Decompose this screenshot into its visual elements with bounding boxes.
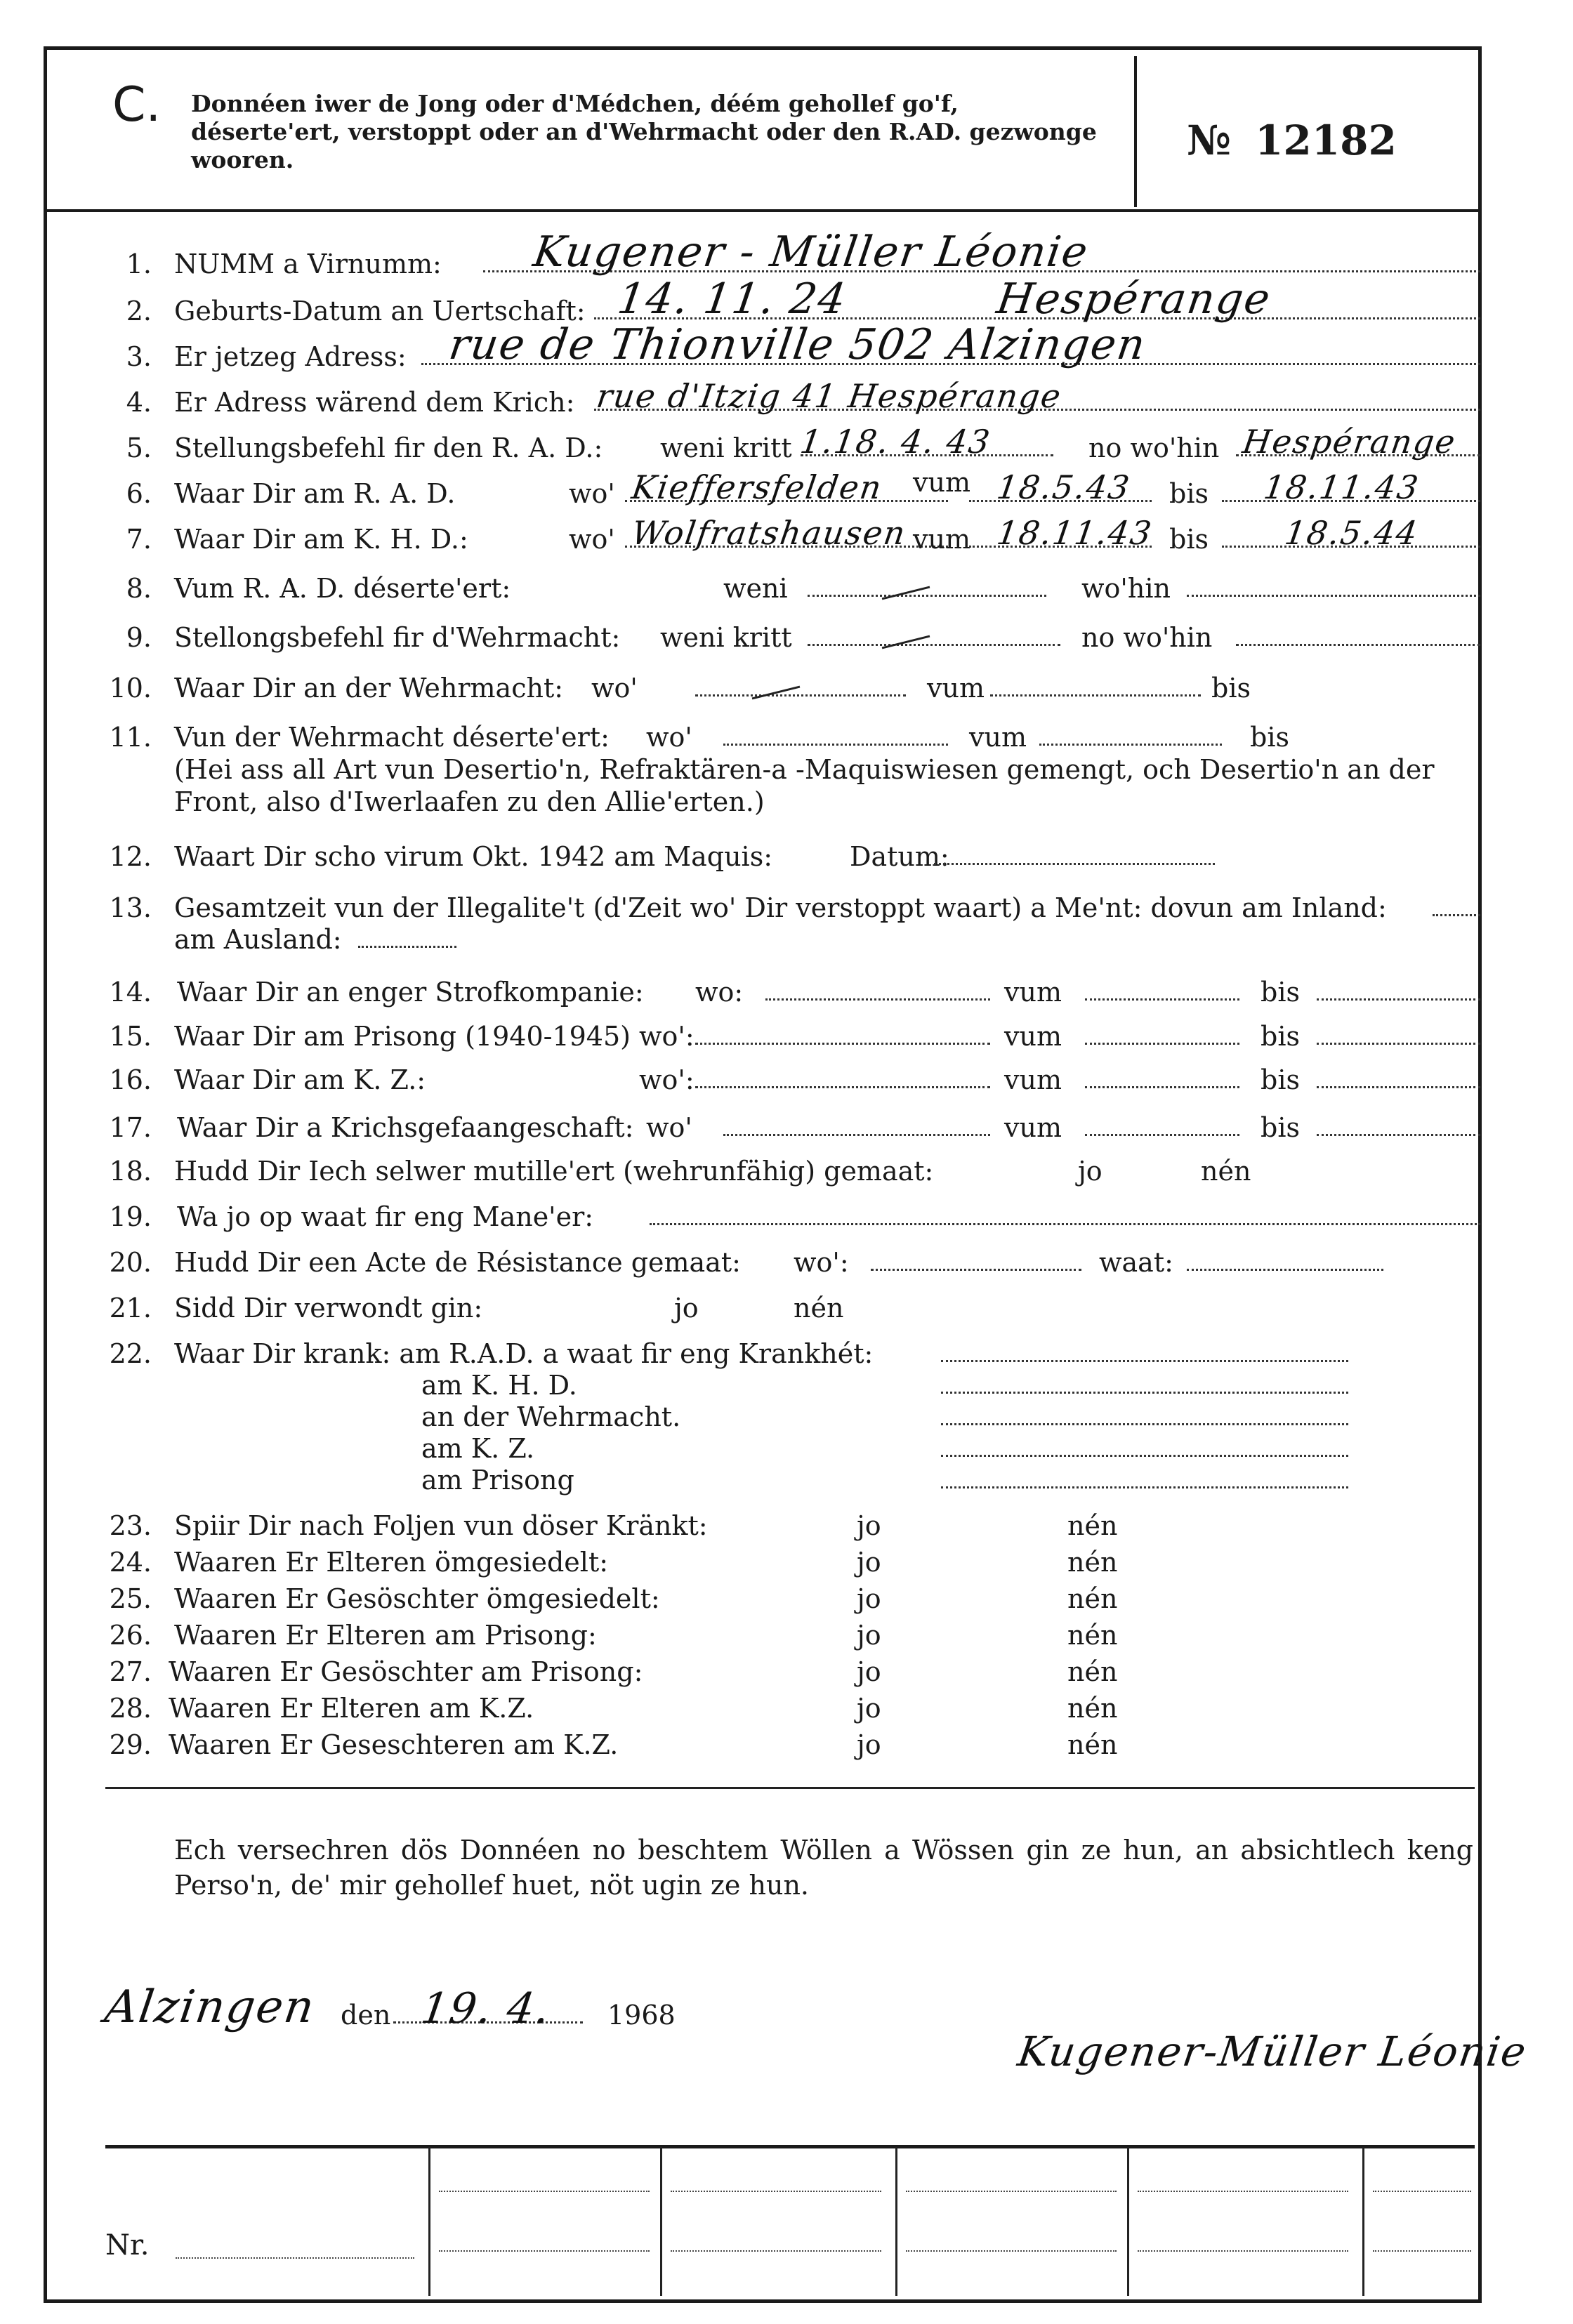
row-18 [0,1144,1573,1187]
bis-line [1317,1086,1480,1088]
row-24 [0,1536,1573,1578]
row-number: 12. [109,841,152,872]
footer-table [105,2145,1475,2299]
wo-label: wo' [646,722,692,753]
row-27 [0,1645,1573,1687]
yes-option[interactable]: jo [674,1293,699,1323]
blank-dash [752,686,801,700]
row-number: 21. [109,1293,152,1323]
footer-col [428,2147,430,2296]
wohin-label: wo'hin [1081,573,1171,604]
section-divider [105,1787,1475,1789]
no-option[interactable]: nén [794,1293,844,1323]
row-number: 18. [109,1156,152,1187]
penal-company-label: Waar Dir an enger Strofkompanie: [177,977,644,1008]
no-option[interactable]: nén [1067,1547,1118,1578]
rad-desertion-label: Vum R. A. D. déserte'ert: [174,573,511,604]
resistance-label: Hudd Dir een Acte de Résistance gemaat: [174,1247,741,1278]
wo-label: wo' [569,524,615,555]
number-label: № [1187,117,1232,164]
footer-line [1138,2250,1348,2252]
khd-label: Waar Dir am K. H. D.: [174,524,468,555]
row-29 [0,1718,1573,1760]
vum-line [1085,1043,1239,1045]
wo-label: wo: [695,977,744,1008]
war-address-label: Er Adress wärend dem Krich: [174,387,575,418]
weni-label: weni [723,573,788,604]
vum-label: vum [1004,1021,1062,1052]
siblings-kz-label: Waaren Er Geseschteren am K.Z. [169,1729,619,1760]
bis-label: bis [1169,478,1209,509]
self-mutilation-label: Hudd Dir Iech selwer mutille'ert (wehrunfähig) gemaat: [174,1156,934,1187]
sick-sub-label: am K. H. D. [421,1370,577,1401]
row-number: 17. [109,1112,152,1143]
row-number: 4. [126,387,152,418]
footer-line [906,2191,1117,2192]
no-option[interactable]: nén [1067,1729,1118,1760]
yes-option[interactable]: jo [857,1693,881,1724]
vum-label: vum [1004,977,1062,1008]
yes-option[interactable]: jo [857,1510,881,1541]
row-15 [0,1010,1573,1052]
wo-line [695,694,906,696]
footer-col [895,2147,897,2296]
footer-line [1373,2250,1471,2252]
footer-col [1127,2147,1129,2296]
maquis-label: Waart Dir scho virum Okt. 1942 am Maquis: [174,841,773,872]
rad-order-date-field[interactable]: 1.18. 4. 43 [798,423,994,461]
row-3 [0,320,1573,372]
vum-label: vum [969,722,1027,753]
sick-label: Waar Dir krank: am R.A.D. a waat fir eng Krankhét: [174,1338,874,1369]
wo-line [723,1134,990,1136]
yes-option[interactable]: jo [857,1729,881,1760]
nr-line [176,2257,414,2259]
row-number: 29. [109,1729,152,1760]
row-14 [0,965,1573,1008]
row-number: 13. [109,892,152,923]
footer-line [671,2250,881,2252]
row-22-prisong [0,1453,1573,1496]
row-number: 16. [109,1064,152,1095]
wehrmacht-label: Waar Dir an der Wehrmacht: [174,673,564,704]
footer-line [906,2250,1117,2252]
parents-kz-label: Waaren Er Elteren am K.Z. [169,1693,534,1724]
war-address-field[interactable]: rue d'Itzig 41 Hespérange [594,377,1065,415]
row-number: 3. [126,341,152,372]
sick-sub-label: am K. Z. [421,1433,535,1464]
desertion-note: (Hei ass all Art vun Desertio'n, Refraktären-a -Maquiswiesen gemengt, och Desertio'n an der [174,754,1435,785]
row-26 [0,1609,1573,1651]
row-number: 9. [126,622,152,653]
khd-to-field[interactable]: 18.5.44 [1282,514,1421,552]
row-21 [0,1281,1573,1323]
wo-line [871,1269,1081,1271]
row-number: 5. [126,433,152,463]
no-option[interactable]: nén [1067,1656,1118,1687]
row-number: 22. [109,1338,152,1369]
row-12 [0,830,1573,872]
bis-label: bis [1261,977,1300,1008]
birth-place-field[interactable]: Hespérange [994,275,1275,324]
row-25 [0,1572,1573,1614]
row-28 [0,1682,1573,1724]
birth-label: Geburts-Datum an Uertschaft: [174,296,586,326]
wo-label: wo': [794,1247,849,1278]
rad-to-field[interactable]: 18.11.43 [1261,468,1422,506]
form-number [1187,117,1397,164]
wohin-line [1187,595,1480,597]
yes-option[interactable]: jo [857,1620,881,1651]
yes-option[interactable]: jo [857,1583,881,1614]
sick-sub-label: an der Wehrmacht. [421,1401,681,1432]
row-4 [0,376,1573,418]
blank-dash [882,586,930,600]
row-16 [0,1053,1573,1095]
no-option[interactable]: nén [1201,1156,1251,1187]
signature-place[interactable]: Alzingen [101,1981,319,2033]
weni-label: weni kritt [660,622,792,653]
siblings-resettled-label: Waaren Er Gesöschter ömgesiedelt: [174,1583,660,1614]
vum-line [1085,1086,1239,1088]
row-number: 11. [109,722,152,753]
wo-line [695,1086,990,1088]
row-8 [0,562,1573,604]
desertion-note: Front, also d'Iwerlaafen zu den Allie'erten.) [174,786,765,817]
wo-label: wo' [569,478,615,509]
siblings-prison-label: Waaren Er Gesöschter am Prisong: [169,1656,643,1687]
wo-label: wo': [639,1021,695,1052]
parents-resettled-label: Waaren Er Elteren ömgesiedelt: [174,1547,609,1578]
wohin-label: no wo'hin [1081,622,1213,653]
wounded-label: Sidd Dir verwondt gin: [174,1293,483,1323]
bis-line [1317,1134,1480,1136]
current-address-label: Er jetzeg Adress: [174,341,407,372]
bis-label: bis [1250,722,1289,753]
row-5 [0,421,1573,463]
bis-line [1317,1043,1480,1045]
row-13-cont [0,913,1573,955]
sick-sub-label: am Prisong [421,1465,574,1496]
no-option[interactable]: nén [1067,1510,1118,1541]
row-number: 8. [126,573,152,604]
footer-col [660,2147,662,2296]
footer-line [671,2191,881,2192]
number-value: 12182 [1255,117,1397,164]
khd-from-field[interactable]: 18.11.43 [994,514,1155,552]
row-number: 14. [109,977,152,1008]
row-number: 1. [126,249,152,279]
row-number: 27. [109,1656,152,1687]
wo-label: wo' [646,1112,692,1143]
name-label: NUMM a Virnumm: [174,249,442,279]
bis-label: bis [1211,673,1251,704]
wohin-line [1236,644,1480,646]
row-number: 6. [126,478,152,509]
blank-dash [882,635,930,649]
row-number: 20. [109,1247,152,1278]
pow-label: Waar Dir a Krichsgefaangeschaft: [177,1112,634,1143]
nr-label: Nr. [105,2229,150,2262]
khd-place-field[interactable]: Wolfratshausen [629,514,909,552]
bis-label: bis [1261,1112,1300,1143]
signature-date[interactable]: 19. 4. [418,1984,554,2033]
row-number: 15. [109,1021,152,1052]
rad-place-field[interactable]: Kieffersfelden [629,468,886,506]
header-rule [44,209,1482,212]
row-23 [0,1499,1573,1541]
row-9 [0,611,1573,653]
where-label: no wo'hin [1088,433,1220,463]
row-number: 24. [109,1547,152,1578]
consequences-label: Spiir Dir nach Foljen vun döser Kränkt: [174,1510,708,1541]
no-option[interactable]: nén [1067,1693,1118,1724]
footer-line [439,2191,650,2192]
vum-line [1085,998,1239,1001]
wehrmacht-order-label: Stellongsbefehl fir d'Wehrmacht: [174,622,621,653]
manner-label: Wa jo op waat fir eng Mane'er: [177,1201,594,1232]
rad-from-field[interactable]: 18.5.43 [994,468,1133,506]
row-number: 28. [109,1693,152,1724]
bis-line [1317,998,1480,1001]
row-10 [0,661,1573,704]
rad-label: Waar Dir am R. A. D. [174,478,456,509]
row-number: 2. [126,296,152,326]
abroad-label: am Ausland: [174,924,342,955]
vum-label: vum [913,467,970,498]
header-divider [1134,56,1137,207]
yes-option[interactable]: jo [857,1547,881,1578]
rad-order-label: Stellungsbefehl fir den R. A. D.: [174,433,603,463]
name-field[interactable]: Kugener - Müller Léonie [530,227,1092,277]
vum-label: vum [913,524,970,555]
when-label: weni kritt [660,433,792,463]
row-number: 25. [109,1583,152,1614]
signature-name-row [0,2015,1573,2078]
prison-label: Waar Dir am Prisong (1940-1945) [174,1021,631,1052]
waat-label: waat: [1099,1247,1173,1278]
year-label: 1968 [607,2000,676,2031]
form-title: Donnéen iwer de Jong oder d'Médchen, déém gehollef go'f, déserte'ert, verstoppt oder an d'Wehrmacht oder den R.AD. gezwonge wooren. [191,90,1097,173]
section-letter: C. [112,77,162,133]
row-7 [0,513,1573,555]
den-label: den [341,2000,391,2031]
row-20 [0,1236,1573,1278]
no-option[interactable]: nén [1067,1620,1118,1651]
wo-label: wo': [639,1064,695,1095]
row-number: 19. [109,1201,152,1232]
footer-line [439,2250,650,2252]
weni-line [808,644,1060,646]
row-6 [0,467,1573,509]
row-1 [0,227,1573,279]
kz-label: Waar Dir am K. Z.: [174,1064,426,1095]
vum-line [1085,1134,1239,1136]
row-number: 23. [109,1510,152,1541]
wo-label: wo' [591,673,638,704]
parents-prison-label: Waaren Er Elteren am Prisong: [174,1620,597,1651]
row-number: 26. [109,1620,152,1651]
illegality-label: Gesamtzeit vun der Illegalite't (d'Zeit wo' Dir verstoppt waart) a Me'nt: dovun am Inland: [174,892,1387,923]
vum-label: vum [1004,1112,1062,1143]
row-17 [0,1101,1573,1143]
footer-line [1373,2191,1471,2192]
vum-line [990,694,1201,696]
footer-col [1362,2147,1364,2296]
signature-name[interactable]: Kugener-Müller Léonie [1015,2028,1530,2075]
row-number: 7. [126,524,152,555]
wo-line [765,998,990,1001]
yes-option[interactable]: jo [1078,1156,1103,1187]
row-number: 10. [109,673,152,704]
birth-date-field[interactable]: 14. 11. 24 [614,275,850,324]
datum-label: Datum: [850,841,949,872]
waat-line [1187,1269,1383,1271]
declaration: Ech versechren dös Donnéen no beschtem Wöllen a Wössen gin ze hun, an absichtlech keng Perso'n, de' mir gehollef huet, nöt ugin ze hun. [174,1835,1473,1901]
no-option[interactable]: nén [1067,1583,1118,1614]
illness-line [941,1486,1348,1488]
weni-line [808,595,1046,597]
current-address-field[interactable]: rue de Thionville 502 Alzingen [446,320,1150,369]
bis-label: bis [1169,524,1209,555]
bis-label: bis [1261,1064,1300,1095]
yes-option[interactable]: jo [857,1656,881,1687]
row-11-note-2 [0,775,1573,817]
rad-order-place-field[interactable]: Hespérange [1240,423,1459,461]
wehrmacht-desertion-label: Vun der Wehrmacht déserte'ert: [174,722,610,753]
vum-label: vum [927,673,985,704]
bis-label: bis [1261,1021,1300,1052]
abroad-line [358,946,456,948]
manner-line [650,1223,1480,1225]
footer-line [1138,2191,1348,2192]
datum-line [934,863,1215,865]
row-19 [0,1190,1573,1232]
wo-line [695,1043,990,1045]
vum-label: vum [1004,1064,1062,1095]
